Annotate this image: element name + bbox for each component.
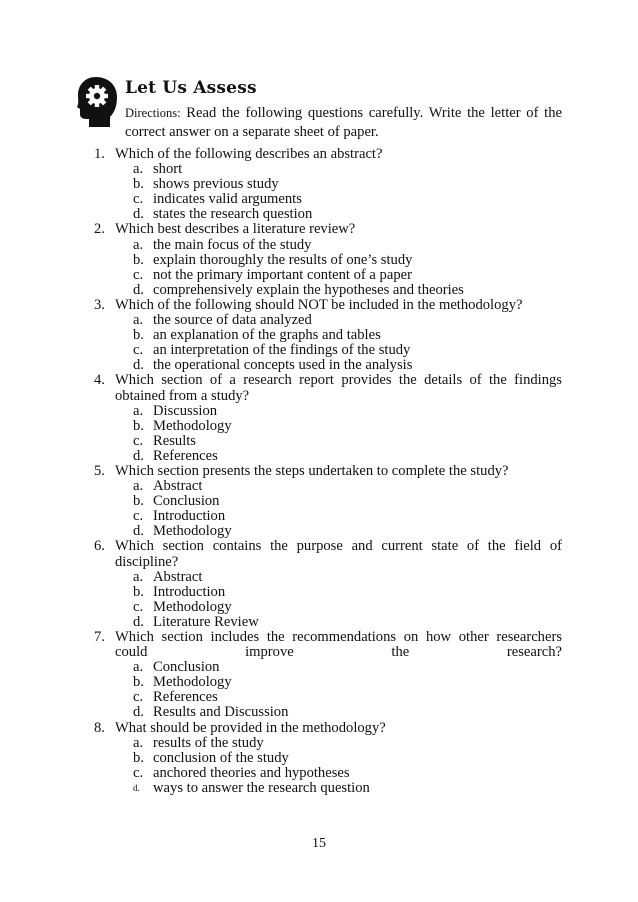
choice-item [115, 404, 562, 419]
choice-item [115, 494, 562, 509]
question-number: 5. [94, 462, 105, 479]
choice-letter: d. [133, 704, 144, 721]
directions-text: Read the following questions carefully. Write the letter of the correct answer on a separate sheet of paper. [125, 105, 562, 140]
choice-item [115, 419, 562, 434]
choice-list [115, 736, 562, 796]
choice-text: the source of data analyzed [153, 312, 312, 329]
choice-letter: d. [133, 447, 144, 464]
question-number: 6. [94, 538, 105, 555]
choice-letter: b. [133, 674, 144, 691]
choice-text: Methodology [153, 523, 232, 540]
choice-item [115, 192, 562, 207]
question-number: 2. [94, 221, 105, 238]
head-with-gear-icon [76, 76, 118, 128]
choice-list [115, 238, 562, 298]
choice-item [115, 736, 562, 751]
choice-letter: a. [133, 478, 144, 495]
choice-letter: c. [133, 432, 144, 449]
choice-item [115, 238, 562, 253]
choice-letter: c. [133, 764, 144, 781]
choice-text: indicates valid arguments [153, 191, 302, 208]
choice-item [115, 766, 562, 781]
choice-letter: a. [133, 402, 144, 419]
question-number: 3. [94, 296, 105, 313]
choice-text: Abstract [153, 568, 203, 585]
choice-letter: b. [133, 417, 144, 434]
choice-item [115, 253, 562, 268]
choice-letter: d. [133, 206, 144, 223]
choice-letter: c. [133, 598, 144, 615]
choice-item [115, 207, 562, 222]
choice-text: Conclusion [153, 659, 220, 676]
question-text: Which section includes the recommendations on how other researchers could improve the research? [115, 629, 562, 661]
choice-item [115, 660, 562, 675]
choice-item [115, 177, 562, 192]
choice-item [115, 509, 562, 524]
choice-text: short [153, 161, 183, 178]
question-list [94, 147, 562, 796]
choice-text: comprehensively explain the hypotheses and theories [153, 281, 464, 298]
choice-text: results of the study [153, 734, 264, 751]
page-number: 15 [312, 836, 326, 851]
choice-item [115, 524, 562, 539]
choice-letter: c. [133, 689, 144, 706]
choice-text: References [153, 447, 218, 464]
question-text: Which best describes a literature review? [115, 221, 356, 238]
choice-letter: a. [133, 236, 144, 253]
question-text: What should be provided in the methodology? [115, 719, 386, 736]
choice-text: the main focus of the study [153, 236, 312, 253]
choice-letter: c. [133, 342, 144, 359]
choice-text: explain thoroughly the results of one’s study [153, 251, 413, 268]
question-number: 1. [94, 146, 105, 162]
choice-text: anchored theories and hypotheses [153, 764, 350, 781]
question-text: Which section contains the purpose and current state of the field of discipline? [115, 538, 562, 570]
choice-text: Discussion [153, 402, 218, 419]
question-number: 7. [94, 629, 105, 645]
question-item [94, 222, 562, 297]
choice-letter: b. [133, 493, 144, 510]
question-item [94, 539, 562, 630]
section-title: Let Us Assess [125, 78, 257, 98]
choice-item [115, 268, 562, 283]
choice-item [115, 162, 562, 177]
question-text: Which of the following describes an abstract? [115, 146, 383, 162]
choice-text: an explanation of the graphs and tables [153, 327, 381, 344]
choice-item [115, 615, 562, 630]
choice-item [115, 751, 562, 766]
choice-item [115, 690, 562, 705]
choice-letter: d. [133, 782, 140, 793]
choice-item [115, 449, 562, 464]
choice-letter: b. [133, 327, 144, 344]
choice-letter: c. [133, 266, 144, 283]
choice-letter: a. [133, 734, 144, 751]
choice-list [115, 404, 562, 464]
choice-text: not the primary important content of a paper [153, 266, 412, 283]
question-item [94, 721, 562, 796]
choice-letter: a. [133, 659, 144, 676]
choice-text: Methodology [153, 674, 232, 691]
choice-text: states the research question [153, 206, 313, 223]
choice-list [115, 660, 562, 720]
choice-text: Results [153, 432, 196, 449]
choice-item [115, 705, 562, 720]
choice-item [115, 328, 562, 343]
choice-letter: a. [133, 161, 144, 178]
choice-list [115, 570, 562, 630]
choice-text: References [153, 689, 218, 706]
choice-item [115, 600, 562, 615]
question-item [94, 147, 562, 222]
choice-letter: c. [133, 508, 144, 525]
choice-item [115, 313, 562, 328]
directions [125, 104, 562, 142]
question-item [94, 630, 562, 721]
choice-text: Methodology [153, 417, 232, 434]
choice-text: Introduction [153, 508, 226, 525]
choice-item [115, 570, 562, 585]
choice-text: conclusion of the study [153, 749, 289, 766]
question-text: Which of the following should NOT be included in the methodology? [115, 296, 523, 313]
question-item [94, 298, 562, 373]
question-number: 4. [94, 372, 105, 389]
question-text: Which section presents the steps undertaken to complete the study? [115, 462, 509, 479]
choice-list [115, 479, 562, 539]
choice-letter: d. [133, 523, 144, 540]
choice-letter: b. [133, 749, 144, 766]
choice-item [115, 479, 562, 494]
choice-text: shows previous study [153, 176, 279, 193]
choice-text: the operational concepts used in the analysis [153, 357, 413, 374]
choice-item [115, 358, 562, 373]
choice-text: Conclusion [153, 493, 220, 510]
choice-text: Literature Review [153, 613, 259, 630]
choice-item [115, 434, 562, 449]
choice-letter: a. [133, 568, 144, 585]
choice-letter: d. [133, 281, 144, 298]
choice-list [115, 313, 562, 373]
choice-text: Methodology [153, 598, 232, 615]
choice-text: ways to answer the research question [153, 779, 370, 796]
choice-letter: a. [133, 312, 144, 329]
question-number: 8. [94, 719, 105, 736]
choice-item [115, 781, 562, 796]
choice-letter: b. [133, 583, 144, 600]
choice-text: Results and Discussion [153, 704, 289, 721]
question-item [94, 373, 562, 464]
choice-text: an interpretation of the findings of the study [153, 342, 411, 359]
choice-item [115, 585, 562, 600]
choice-text: Abstract [153, 478, 203, 495]
directions-label: Directions: [125, 106, 181, 120]
choice-item [115, 283, 562, 298]
choice-text: Introduction [153, 583, 226, 600]
choice-letter: d. [133, 357, 144, 374]
choice-item [115, 675, 562, 690]
question-item [94, 464, 562, 539]
choice-letter: b. [133, 251, 144, 268]
choice-list [115, 162, 562, 222]
choice-letter: c. [133, 191, 144, 208]
question-text: Which section of a research report provides the details of the findings obtained from a study? [115, 372, 562, 404]
choice-item [115, 343, 562, 358]
choice-letter: d. [133, 613, 144, 630]
choice-letter: b. [133, 176, 144, 193]
